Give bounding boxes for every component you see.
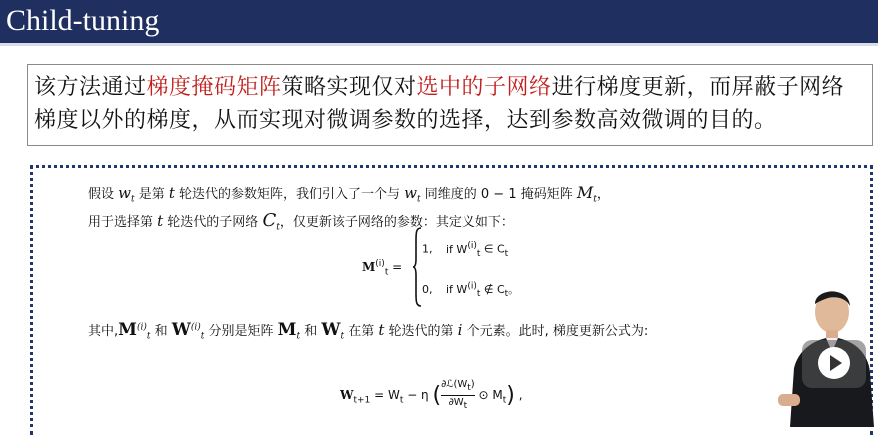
math-W: = W [370, 388, 400, 402]
text: 个元素。此时, 梯度更新公式为: [462, 324, 649, 339]
math-sub: t [384, 267, 389, 278]
intro-highlight-subnet: 选中的子网络 [416, 75, 552, 100]
math-M: M [576, 183, 594, 202]
math-W: W [321, 320, 341, 340]
text: 和 [150, 324, 172, 339]
math-M: M [362, 260, 376, 274]
text: ， [596, 187, 610, 202]
text: 其中, [88, 324, 119, 339]
math-minus-eta: − η [403, 388, 429, 402]
case-condition: if W [446, 283, 468, 296]
text: 假设 [88, 187, 119, 202]
intro-seg1: 该方法通过 [34, 75, 147, 100]
math-sub: t [476, 248, 481, 259]
slide-title: Child-tuning [6, 4, 160, 37]
math-w: w [118, 184, 131, 202]
math-sub: t [340, 331, 345, 342]
case-condition: if W [446, 242, 468, 256]
title-bar [0, 0, 878, 46]
math-sub: t [399, 395, 404, 406]
definition-line-1 [88, 183, 610, 205]
text: 是第 [134, 187, 169, 202]
equation-end: , [514, 388, 523, 402]
right-paren: ) [506, 383, 515, 408]
math-M: M [277, 320, 297, 340]
left-brace-icon [412, 227, 422, 307]
denominator-text: ∂W [448, 397, 464, 408]
case-value: 1, [422, 242, 433, 256]
fraction [441, 378, 475, 413]
eq1-case-2 [422, 281, 519, 299]
fraction-denominator [441, 396, 475, 413]
text: 轮迭代的参数矩阵，我们引入了一个与 [174, 187, 405, 202]
math-W: W [171, 320, 191, 340]
math-sup: (i) [467, 241, 477, 251]
text: 在第 [344, 324, 379, 339]
math-sub: t [502, 395, 507, 406]
text: 同维度的 0 − 1 掩码矩阵 [420, 187, 577, 202]
fraction-numerator: ∂ℒ(Wt) [441, 378, 475, 396]
definition-line-2 [88, 210, 514, 233]
math-W: W [340, 388, 354, 402]
math-sub: t [467, 383, 471, 393]
math-sub: t [476, 289, 481, 300]
math-t: t [168, 184, 175, 202]
math-sub: t [130, 194, 135, 205]
math-t: t [157, 212, 164, 230]
play-triangle-icon [830, 355, 842, 371]
math-w: w [404, 184, 418, 202]
gradient-update-equation [340, 378, 523, 413]
numerator-text: ∂ℒ(W [441, 379, 468, 390]
math-sup: (i) [136, 322, 147, 333]
math-M: M [118, 320, 137, 340]
math-odot-M: ⊙ M [474, 388, 503, 402]
math-i: i [457, 321, 463, 339]
math-sub: t [276, 222, 280, 233]
math-sub: t+1 [353, 395, 371, 406]
eq1-case-1 [422, 241, 508, 259]
math-sub: t [504, 289, 509, 300]
math-sup: (i) [190, 322, 201, 333]
play-icon [818, 347, 850, 379]
case-end: 。 [508, 283, 520, 296]
left-paren: ( [432, 383, 442, 408]
equals: = [388, 260, 403, 274]
intro-box [27, 64, 873, 146]
intro-seg3: 策略实现仅对 [281, 75, 417, 100]
math-sub: t [146, 331, 151, 342]
math-sub: t [463, 401, 468, 411]
text: 用于选择第 [88, 215, 158, 230]
case-value: 0, [422, 283, 433, 296]
text: 分别是矩阵 [204, 324, 278, 339]
math-sub: t [200, 331, 205, 342]
intro-highlight-mask: 梯度掩码矩阵 [146, 75, 282, 100]
math-sup: (i) [467, 281, 477, 292]
text: 轮迭代的子网络 [163, 215, 263, 230]
text: ，仅更新该子网络的参数：其定义如下： [279, 215, 514, 230]
eq1-lhs [362, 259, 402, 277]
intro-seg5: 进行梯度更新，而屏蔽子网络梯度以外的梯度，从而实现对微调参数的选择，达到参数高效微调的目的。 [34, 75, 845, 133]
math-t: t [378, 321, 385, 339]
case-relation: ∈ C [480, 242, 505, 256]
math-C: C [262, 210, 277, 231]
math-sub: t [417, 194, 421, 205]
math-sub: t [504, 248, 509, 259]
text: 和 [300, 324, 322, 339]
math-sub: t [593, 194, 597, 205]
video-play-button[interactable] [802, 340, 866, 388]
definition-line-3 [88, 320, 648, 342]
intro-text [34, 71, 866, 137]
math-sub: t [296, 331, 301, 342]
math-sup: (i) [375, 259, 385, 269]
case-relation: ∉ C [480, 283, 505, 296]
text: 轮迭代的第 [384, 324, 458, 339]
